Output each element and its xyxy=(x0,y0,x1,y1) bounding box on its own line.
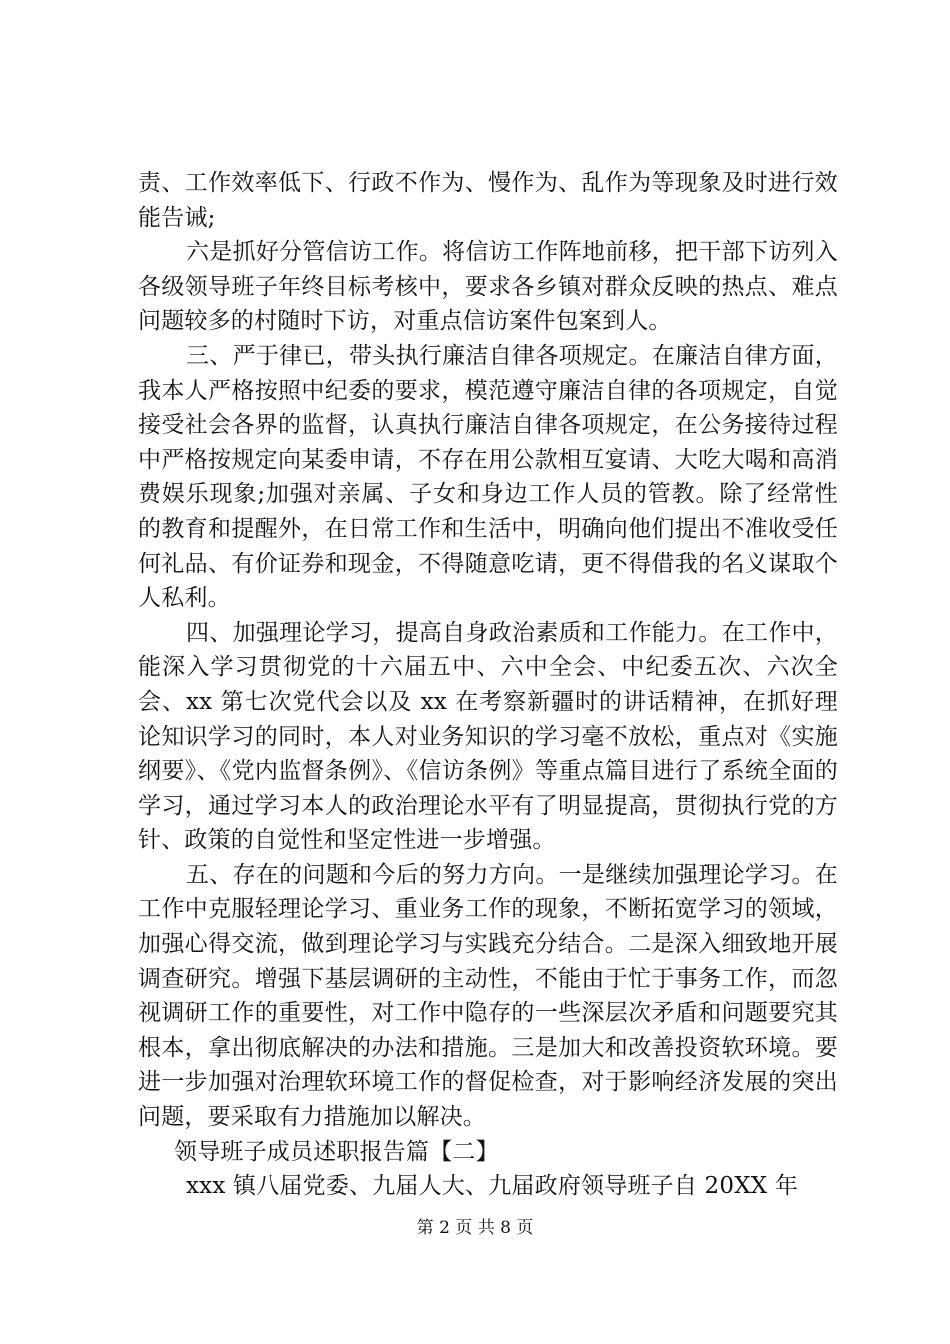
paragraph-continuation: 责、工作效率低下、行政不作为、慢作为、乱作为等现象及时进行效能告诫; xyxy=(138,170,838,231)
paragraph-self-discipline: 三、严于律已，带头执行廉洁自律各项规定。在廉洁自律方面，我本人严格按照中纪委的要求，模范遵守廉洁自律的各项规定，自觉接受社会各界的监督，认真执行廉洁自律各项规定，在公务接待过程中严格按规定向某委申请，不存在用公款相互宴请、大吃大喝和高消费娱乐现象;加强对亲属、子女和身边工作人员的管教。除了经常性的教育和提醒外，在日常工作和生活中，明确向他们提出不准收受任何礼品、有价证券和现金，不得随意吃请，更不得借我的名义谋取个人私利。 xyxy=(138,342,838,612)
paragraph-part-two-intro: xxx 镇八届党委、九届人大、九届政府领导班子自 20XX 年 xyxy=(186,1173,799,1200)
page-number-footer: 第 2 页 共 8 页 xyxy=(416,1218,534,1238)
section-heading-part-two: 领导班子成员述职报告篇【二】 xyxy=(174,1138,499,1165)
paragraph-theory-study: 四、加强理论学习，提高自身政治素质和工作能力。在工作中，能深入学习贯彻党的十六届五中、六中全会、中纪委五次、六次全会、xx 第七次党代会以及 xx 在考察新疆时的讲话精神，在抓好理论知识学习的同时，本人对业务知识的学习毫不放松，重点对《实施纲要》、《党内监督条例》、《信访条例》等重点篇目进行了系统全面的学习，通过学习本人的政治理论水平有了明显提高，贯彻执行党的方针、政策的自觉性和坚定性进一步增强。 xyxy=(138,619,838,854)
paragraph-petition-work: 六是抓好分管信访工作。将信访工作阵地前移，把干部下访列入各级领导班子年终目标考核中，要求各乡镇对群众反映的热点、难点问题较多的村随时下访，对重点信访案件包案到人。 xyxy=(138,239,838,335)
document-body xyxy=(138,166,838,1204)
paragraph-problems-direction: 五、存在的问题和今后的努力方向。一是继续加强理论学习。在工作中克服轻理论学习、重业务工作的现象，不断拓宽学习的领域，加强心得交流，做到理论学习与实践充分结合。二是深入细致地开展调查研究。增强下基层调研的主动性，不能由于忙于事务工作，而忽视调研工作的重要性，对工作中隐存的一些深层次矛盾和问题要究其根本，拿出彻底解决的办法和措施。三是加大和改善投资软环境。要进一步加强对治理软环境工作的督促检查，对于影响经济发展的突出问题，要采取有力措施加以解决。 xyxy=(138,861,838,1131)
